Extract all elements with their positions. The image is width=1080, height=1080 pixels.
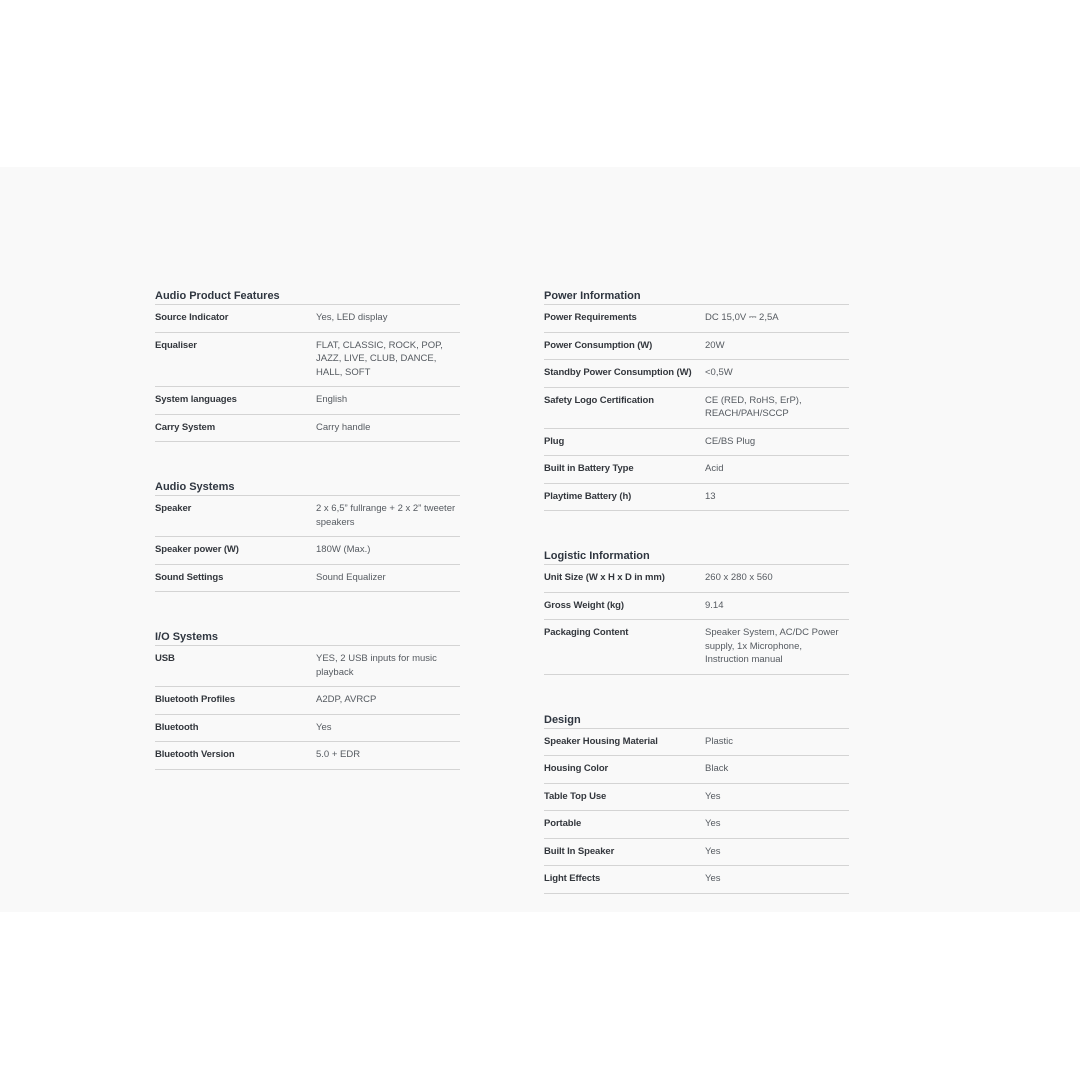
spec-row xyxy=(544,456,849,484)
specs-column-right xyxy=(544,289,849,932)
spec-value: Acid xyxy=(705,463,724,474)
spec-value: DC 15,0V ⎓ 2,5A xyxy=(705,312,779,323)
spec-label: Equaliser xyxy=(155,339,197,351)
spec-value: Yes xyxy=(705,845,721,857)
spec-value: 180W (Max.) xyxy=(316,544,371,555)
spec-row xyxy=(155,496,460,537)
spec-row xyxy=(544,565,849,593)
spec-row xyxy=(544,484,849,512)
spec-row xyxy=(155,565,460,593)
spec-label: Power Consumption (W) xyxy=(544,339,653,351)
spec-section-title: Design xyxy=(544,713,849,729)
spec-value: Carry handle xyxy=(316,421,371,433)
spec-row xyxy=(155,537,460,565)
spec-row xyxy=(155,687,460,715)
spec-value: Plastic xyxy=(705,735,733,747)
spec-label: Light Effects xyxy=(544,873,601,884)
spec-section-title: Audio Product Features xyxy=(155,289,460,305)
spec-label: Source Indicator xyxy=(155,312,229,323)
spec-value: YES, 2 USB inputs for music playback xyxy=(316,653,437,678)
spec-label: Gross Weight (kg) xyxy=(544,599,624,611)
spec-label: Bluetooth Profiles xyxy=(155,694,236,705)
spec-value: Speaker System, AC/DC Power supply, 1x Microphone, Instruction manual xyxy=(705,627,839,665)
spec-label: Speaker power (W) xyxy=(155,544,239,555)
spec-row xyxy=(544,333,849,361)
spec-label: Built In Speaker xyxy=(544,845,615,857)
spec-row xyxy=(544,360,849,388)
spec-row xyxy=(155,646,460,687)
spec-row xyxy=(544,784,849,812)
spec-label: Packaging Content xyxy=(544,627,629,638)
spec-label: Portable xyxy=(544,818,582,829)
spec-label: Bluetooth xyxy=(155,721,199,733)
spec-label: Bluetooth Version xyxy=(155,749,235,760)
spec-row xyxy=(155,715,460,743)
spec-value: English xyxy=(316,394,348,405)
spec-label: Power Requirements xyxy=(544,312,637,323)
spec-value: 5.0 + EDR xyxy=(316,749,361,760)
spec-value: A2DP, AVRCP xyxy=(316,694,377,705)
spec-section-logistic-information xyxy=(544,549,849,675)
spec-value: Black xyxy=(705,763,729,774)
specs-column-left xyxy=(155,289,460,808)
spec-section-i-o-systems xyxy=(155,630,460,770)
spec-row xyxy=(155,742,460,770)
spec-label: Standby Power Consumption (W) xyxy=(544,367,692,378)
spec-section-title: Audio Systems xyxy=(155,480,460,496)
spec-row xyxy=(544,811,849,839)
spec-row xyxy=(544,429,849,457)
spec-value: 13 xyxy=(705,490,716,502)
spec-label: Safety Logo Certification xyxy=(544,394,654,406)
spec-value: CE (RED, RoHS, ErP), REACH/PAH/SCCP xyxy=(705,394,802,419)
spec-value: CE/BS Plug xyxy=(705,435,756,447)
spec-section-title: I/O Systems xyxy=(155,630,460,646)
spec-label: Sound Settings xyxy=(155,571,224,583)
spec-label: USB xyxy=(155,653,175,664)
spec-value: FLAT, CLASSIC, ROCK, POP, JAZZ, LIVE, CLUB, DANCE, HALL, SOFT xyxy=(316,339,443,378)
spec-value: 9.14 xyxy=(705,599,724,611)
spec-row xyxy=(544,756,849,784)
spec-label: Table Top Use xyxy=(544,790,607,802)
spec-row xyxy=(544,620,849,675)
spec-section-audio-product-features xyxy=(155,289,460,442)
spec-row xyxy=(155,333,460,388)
spec-value: <0,5W xyxy=(705,367,733,378)
spec-label: Speaker xyxy=(155,503,192,514)
spec-value: 2 x 6,5” fullrange + 2 x 2” tweeter speakers xyxy=(316,503,456,528)
spec-label: Housing Color xyxy=(544,763,609,774)
spec-section-power-information xyxy=(544,289,849,511)
spec-value: 260 x 280 x 560 xyxy=(705,572,773,583)
spec-row xyxy=(155,387,460,415)
spec-label: Carry System xyxy=(155,421,216,433)
spec-label: Plug xyxy=(544,435,565,447)
spec-value: 20W xyxy=(705,339,725,351)
spec-row xyxy=(544,839,849,867)
spec-row xyxy=(544,729,849,757)
spec-row xyxy=(544,866,849,894)
spec-row xyxy=(544,388,849,429)
spec-label: Playtime Battery (h) xyxy=(544,490,632,502)
spec-value: Yes xyxy=(705,790,721,802)
spec-label: Unit Size (W x H x D in mm) xyxy=(544,572,665,583)
spec-row xyxy=(155,415,460,443)
spec-section-audio-systems xyxy=(155,480,460,592)
spec-value: Yes, LED display xyxy=(316,312,388,323)
spec-row xyxy=(544,593,849,621)
spec-section-title: Power Information xyxy=(544,289,849,305)
spec-row xyxy=(155,305,460,333)
spec-value: Yes xyxy=(705,873,721,884)
spec-section-title: Logistic Information xyxy=(544,549,849,565)
spec-label: Built in Battery Type xyxy=(544,463,634,474)
spec-value: Yes xyxy=(705,818,721,829)
spec-row xyxy=(544,305,849,333)
spec-section-design xyxy=(544,713,849,894)
spec-value: Sound Equalizer xyxy=(316,571,386,583)
spec-label: Speaker Housing Material xyxy=(544,735,658,747)
spec-value: Yes xyxy=(316,721,332,733)
spec-label: System languages xyxy=(155,394,237,405)
